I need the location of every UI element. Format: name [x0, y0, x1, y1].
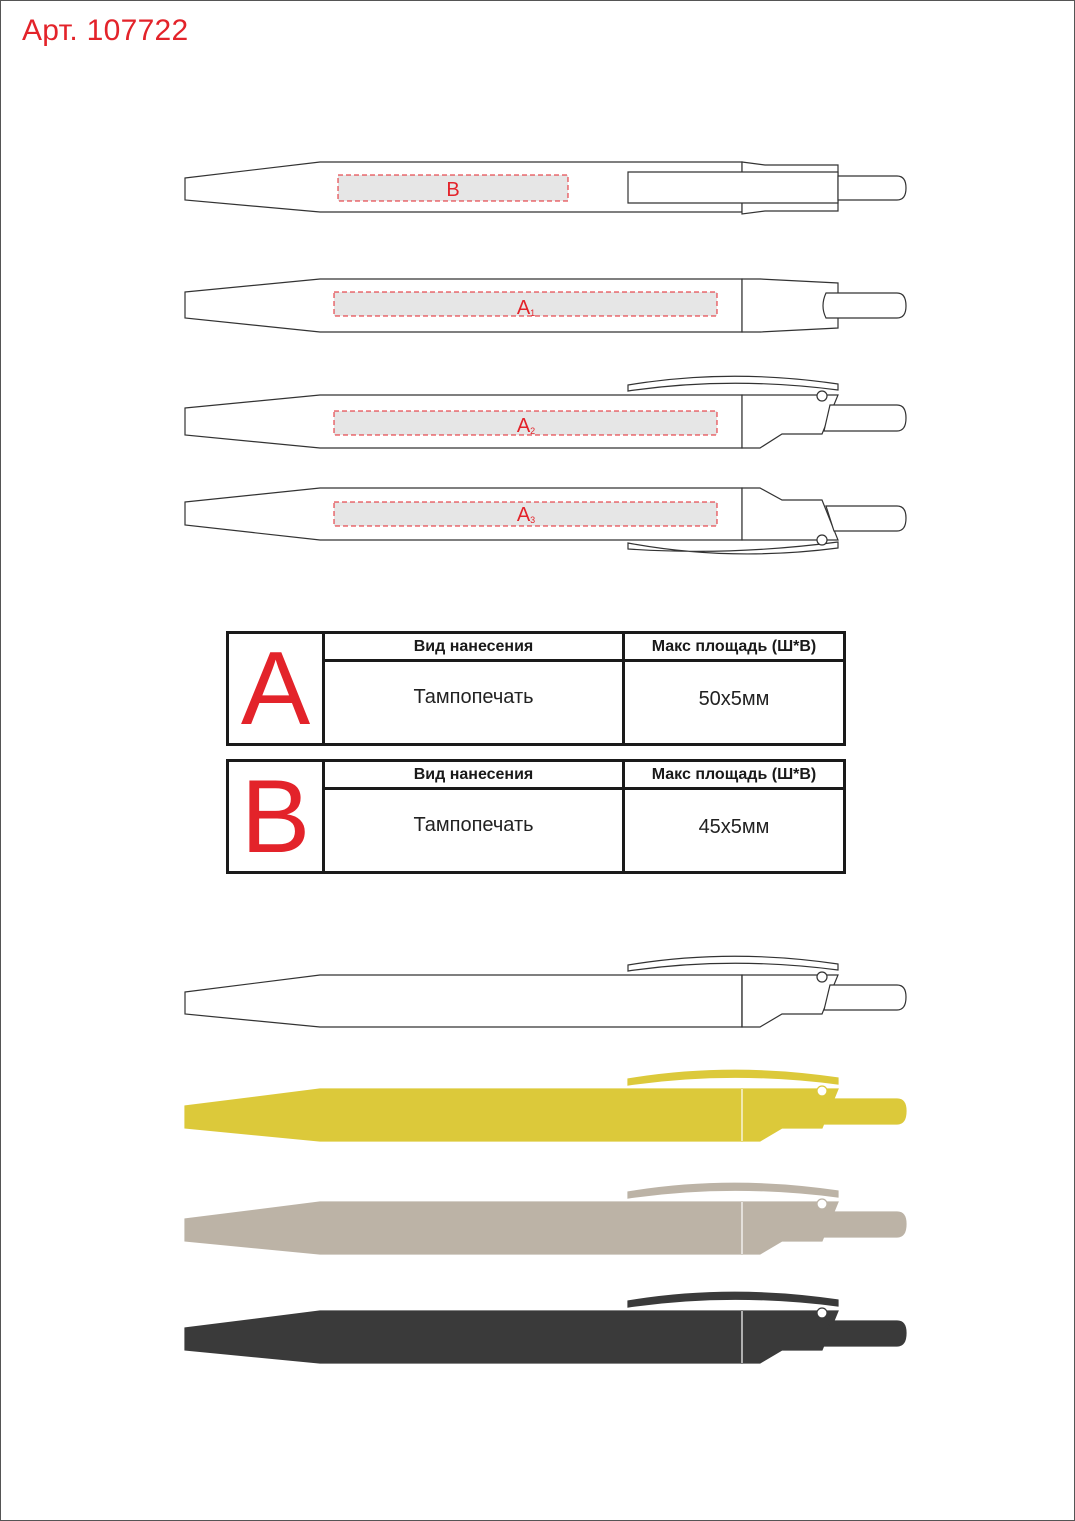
pen-front-view — [185, 279, 906, 332]
spec-letter-a: A — [229, 634, 325, 743]
pen-side-view-clip-up — [185, 376, 906, 448]
area-header: Макс площадь (Ш*В) — [625, 762, 843, 790]
spec-table-a — [226, 631, 846, 746]
pen-variant-yellow — [185, 1070, 906, 1141]
print-area-b-label: B — [446, 179, 460, 201]
spec-letter-b: B — [229, 762, 325, 871]
print-area-a1-subscript: 1 — [530, 308, 536, 318]
print-area-a1-label: A — [516, 297, 531, 319]
area-value: 50х5мм — [698, 688, 770, 710]
method-value: Тампопечать — [325, 790, 625, 871]
method-value: Тампопечать — [325, 662, 625, 743]
method-header: Вид нанесения — [325, 634, 625, 662]
pen-variant-black — [185, 1292, 906, 1363]
method-header: Вид нанесения — [325, 762, 625, 790]
pen-variant-white — [185, 956, 906, 1027]
print-area-a2-subscript: 2 — [530, 426, 536, 436]
print-area-a3-subscript: 3 — [530, 515, 536, 525]
print-area-a2-label: A — [516, 415, 531, 437]
article-number: Арт. 107722 — [22, 14, 189, 47]
print-area-a3-label: A — [516, 504, 531, 526]
area-value: 45х5мм — [698, 816, 770, 838]
spec-table-b — [226, 759, 846, 874]
pen-variant-beige — [185, 1183, 906, 1254]
pen-side-view-clip-down — [185, 488, 906, 554]
pen-top-view — [185, 162, 906, 214]
area-header: Макс площадь (Ш*В) — [625, 634, 843, 662]
